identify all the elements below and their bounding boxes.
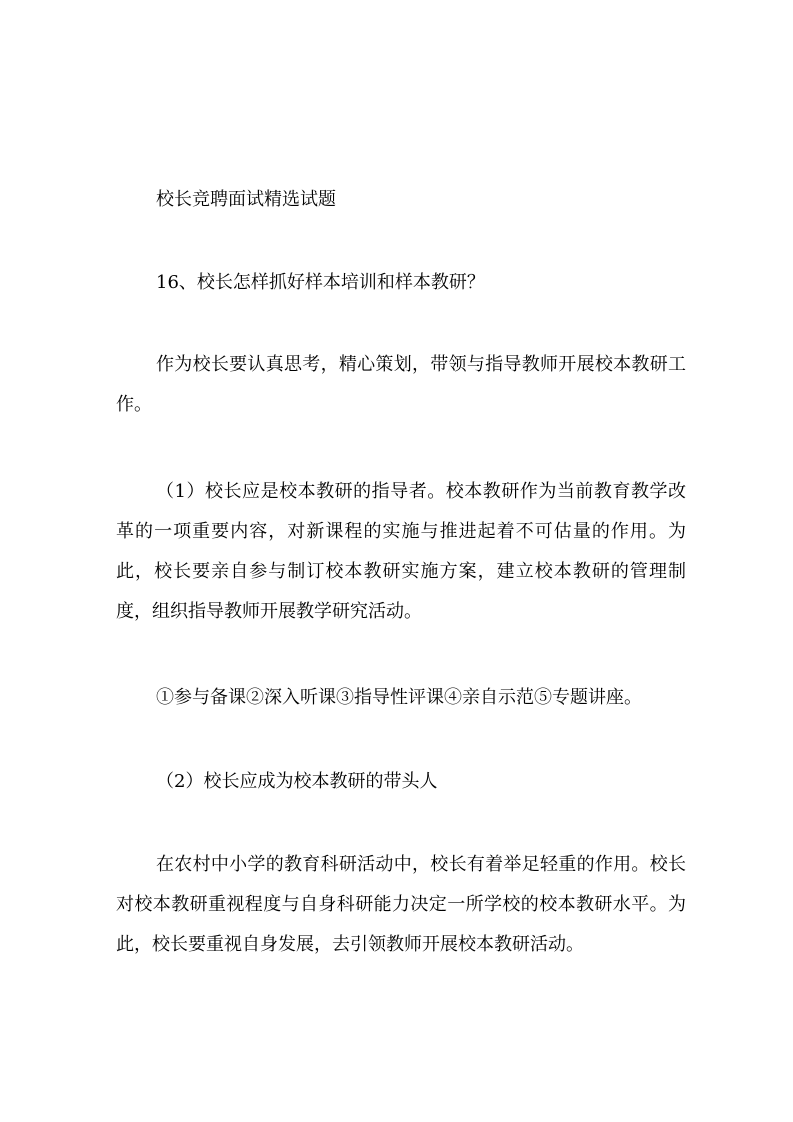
steps-paragraph: ①参与备课②深入听课③指导性评课④亲自示范⑤专题讲座。 bbox=[156, 687, 642, 708]
point-1-paragraph: （1）校长应是校本教研的指导者。校本教研作为当前教育教学改革的一项重要内容，对新课程的实施与推进起着不可估量的作用。为此，校长要亲自参与制订校本教研实施方案，建立校本教研的管理制度，组织指导教师开展教学研究活动。 bbox=[116, 481, 686, 622]
point-2-heading: （2）校长应成为校本教研的带头人 bbox=[156, 771, 438, 792]
question-heading: 16、校长怎样抓好样本培训和样本教研？ bbox=[156, 272, 485, 293]
intro-paragraph: 作为校长要认真思考，精心策划，带领与指导教师开展校本教研工作。 bbox=[116, 354, 686, 415]
point-2-paragraph: 在农村中小学的教育科研活动中，校长有着举足轻重的作用。校长对校本教研重视程度与自身科研能力决定一所学校的校本教研水平。为此，校长要重视自身发展，去引领教师开展校本教研活动。 bbox=[116, 854, 686, 955]
document-title: 校长竞聘面试精选试题 bbox=[156, 189, 336, 210]
